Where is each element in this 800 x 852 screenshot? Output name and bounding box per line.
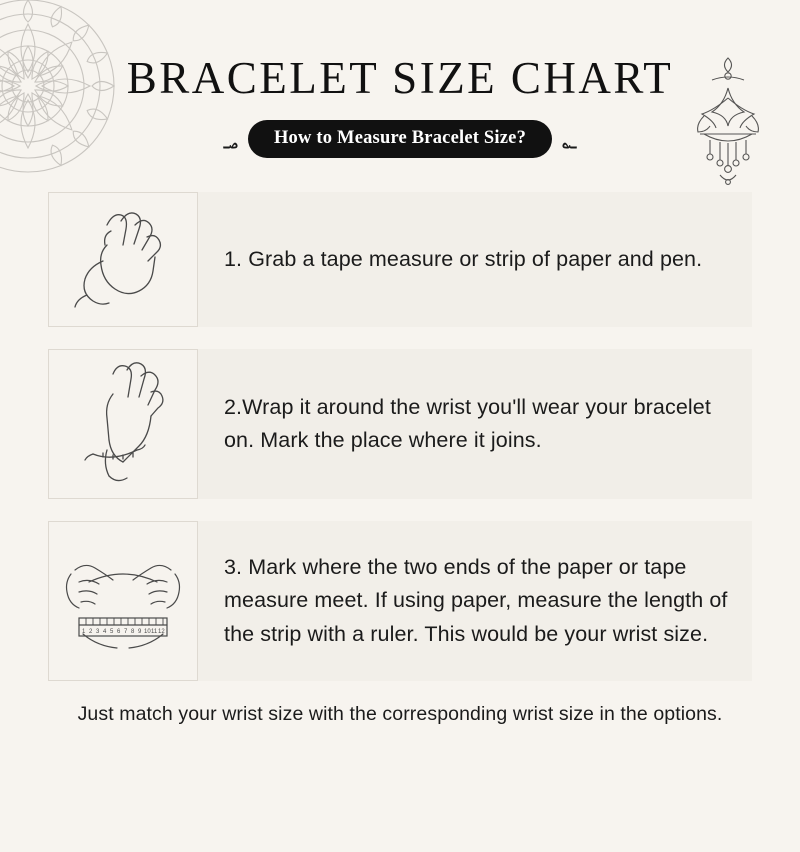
hand-wrapped-tape-icon bbox=[63, 358, 183, 490]
svg-text:8: 8 bbox=[131, 629, 135, 635]
step-2-text: 2.Wrap it around the wrist you'll wear your bracelet on. Mark the place where it joins. bbox=[224, 394, 711, 452]
flourish-right-icon: ؃ bbox=[562, 122, 578, 151]
svg-text:4: 4 bbox=[103, 629, 107, 635]
fist-hand-with-tape-icon bbox=[63, 201, 183, 319]
step-3-figure bbox=[48, 521, 198, 681]
footer-note: Just match your wrist size with the corresponding wrist size in the options. bbox=[77, 703, 723, 725]
svg-text:7: 7 bbox=[124, 629, 128, 635]
step-3-text: 3. Mark where the two ends of the paper or tape measure meet. If using paper, measure the length of the strip with a ruler. This would be your wrist size. bbox=[224, 555, 728, 646]
ruler-measure-strip-icon bbox=[53, 530, 193, 672]
page-title: BRACELET SIZE CHART bbox=[126, 53, 674, 103]
subtitle-row bbox=[0, 120, 800, 158]
list-item bbox=[48, 192, 752, 327]
svg-text:2: 2 bbox=[89, 629, 93, 635]
step-2-figure bbox=[48, 349, 198, 499]
svg-text:6: 6 bbox=[117, 629, 121, 635]
list-item bbox=[48, 521, 752, 681]
svg-text:11: 11 bbox=[151, 629, 158, 635]
svg-text:5: 5 bbox=[110, 629, 114, 635]
step-1-text: 1. Grab a tape measure or strip of paper and pen. bbox=[224, 246, 703, 271]
svg-text:1: 1 bbox=[82, 629, 86, 635]
flourish-left-icon: ؃ bbox=[222, 122, 238, 151]
svg-text:9: 9 bbox=[138, 629, 142, 635]
list-item bbox=[48, 349, 752, 499]
svg-text:10: 10 bbox=[144, 629, 151, 635]
steps-list bbox=[0, 192, 800, 681]
svg-text:12: 12 bbox=[158, 629, 165, 635]
subtitle-pill: How to Measure Bracelet Size? bbox=[248, 120, 552, 158]
svg-text:3: 3 bbox=[96, 629, 100, 635]
step-1-figure bbox=[48, 192, 198, 327]
